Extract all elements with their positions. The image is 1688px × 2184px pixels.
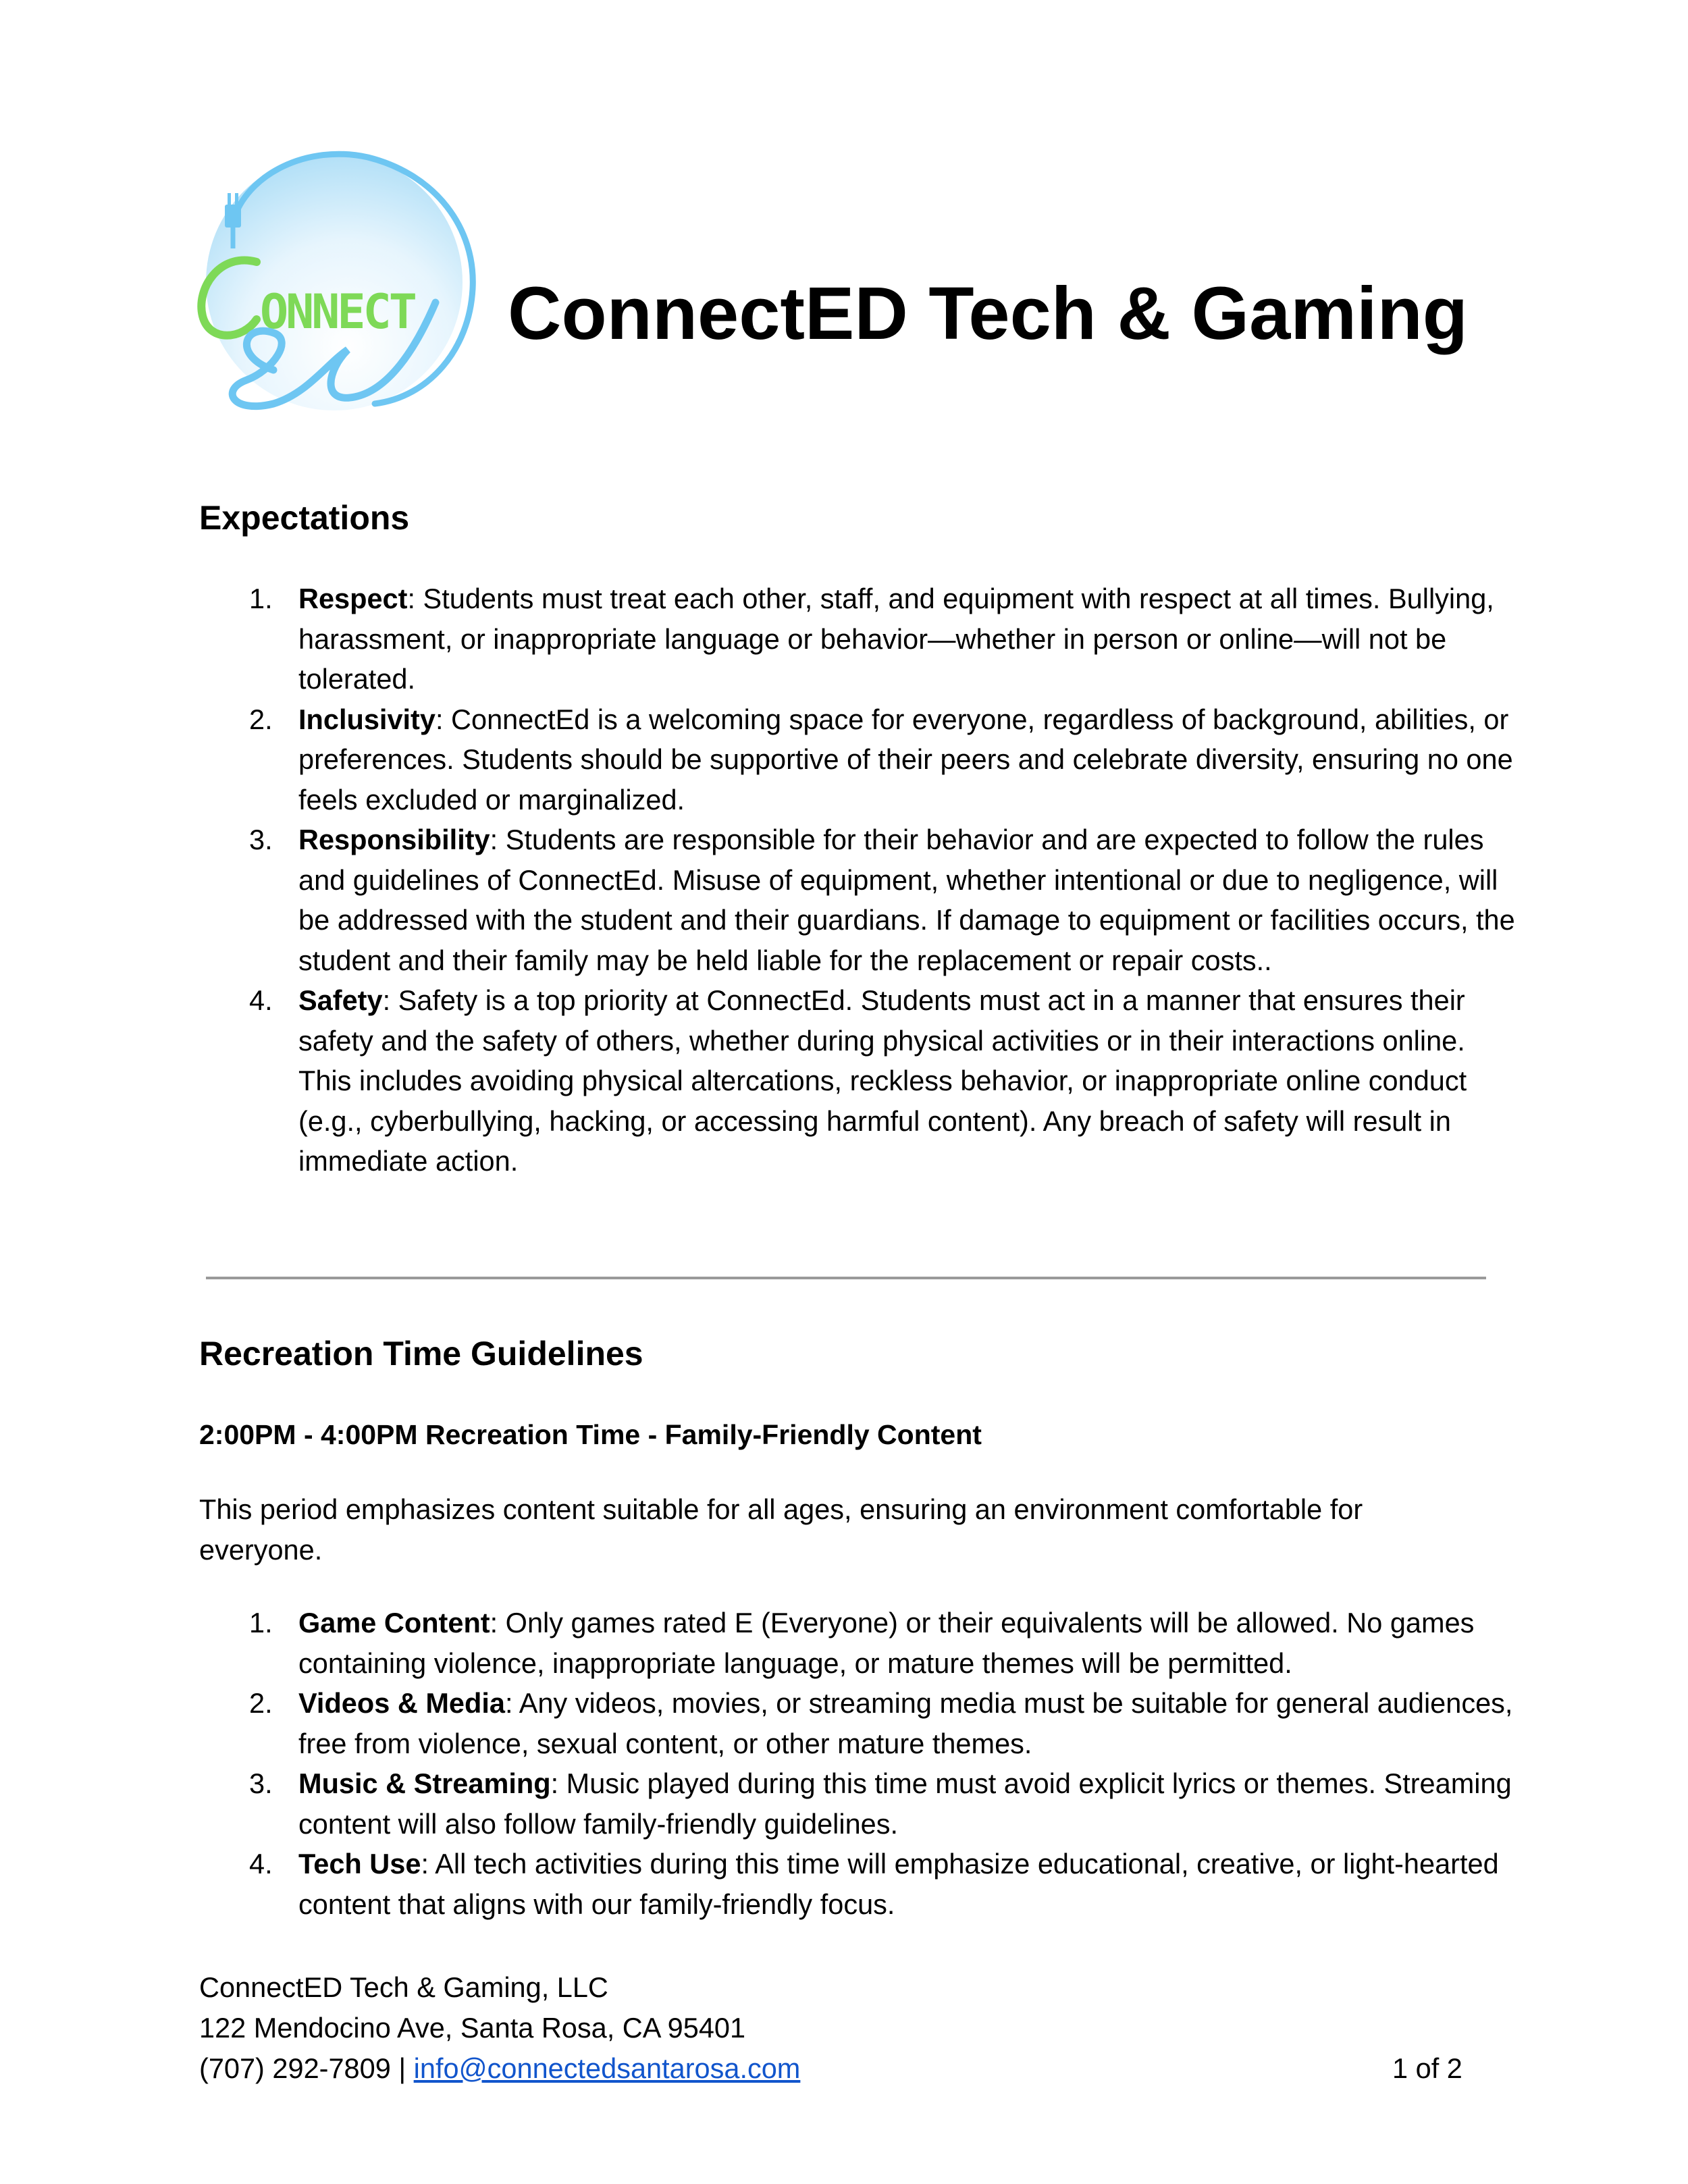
list-number: 1. bbox=[249, 1607, 273, 1639]
list-item bbox=[199, 699, 1516, 820]
recreation-intro: This period emphasizes content suitable for all ages, ensuring an environment comfortable for everyone. bbox=[199, 1493, 1363, 1566]
list-item bbox=[199, 579, 1516, 699]
footer-email-link[interactable]: info@connectedsantarosa.com bbox=[413, 2052, 801, 2084]
list-item bbox=[199, 1603, 1516, 1683]
list-number: 3. bbox=[249, 824, 273, 855]
list-number: 1. bbox=[249, 583, 273, 614]
svg-text:ONNECT: ONNECT bbox=[260, 284, 415, 340]
list-term: Videos & Media bbox=[298, 1687, 505, 1719]
list-number: 4. bbox=[249, 1848, 273, 1880]
footer-address: 122 Mendocino Ave, Santa Rosa, CA 95401 bbox=[199, 2012, 746, 2044]
list-term: Music & Streaming bbox=[298, 1767, 551, 1799]
expectations-list bbox=[199, 579, 1516, 1181]
list-term: Tech Use bbox=[298, 1848, 421, 1880]
footer-contact bbox=[199, 2048, 1482, 2089]
footer-separator: | bbox=[390, 2052, 414, 2084]
list-number: 4. bbox=[249, 984, 273, 1016]
list-text: : Students are responsible for their behavior and are expected to follow the rules and guidelines of ConnectEd. Misuse of equipment, whether intentional or due to negligence, will be addressed with the student and their guardians. If damage to equipment or facilities occurs, the student and their family may be held liable for the replacement or repair costs.. bbox=[298, 824, 1515, 976]
list-term: Responsibility bbox=[298, 824, 490, 855]
page-number: 1 of 2 bbox=[1392, 2052, 1462, 2084]
horizontal-divider bbox=[206, 1277, 1486, 1279]
list-text: : All tech activities during this time will emphasize educational, creative, or light-hearted content that aligns with our family-friendly focus. bbox=[298, 1848, 1499, 1920]
list-number: 2. bbox=[249, 703, 273, 735]
document-header bbox=[192, 147, 1509, 417]
list-item bbox=[199, 1683, 1516, 1763]
list-number: 3. bbox=[249, 1767, 273, 1799]
list-text: : Students must treat each other, staff, and equipment with respect at all times. Bullying, harassment, or inappropriate language or behavior—whether in person or online—will not be tolerated. bbox=[298, 583, 1494, 695]
expectations-heading: Expectations bbox=[199, 499, 410, 537]
list-text: : Only games rated E (Everyone) or their equivalents will be allowed. No games containing violence, inappropriate language, or mature themes will be permitted. bbox=[298, 1607, 1475, 1679]
footer-phone: (707) 292-7809 bbox=[199, 2052, 391, 2084]
list-term: Inclusivity bbox=[298, 703, 436, 735]
list-item bbox=[199, 980, 1516, 1181]
list-item bbox=[199, 820, 1516, 980]
connected-logo bbox=[192, 147, 483, 417]
list-term: Game Content bbox=[298, 1607, 490, 1639]
list-text: : Music played during this time must avoid explicit lyrics or themes. Streaming content will also follow family-friendly guidelines. bbox=[298, 1767, 1512, 1840]
list-term: Respect bbox=[298, 583, 408, 614]
footer-company: ConnectED Tech & Gaming, LLC bbox=[199, 1971, 608, 2003]
recreation-heading: Recreation Time Guidelines bbox=[199, 1335, 643, 1373]
list-term: Safety bbox=[298, 984, 383, 1016]
list-text: : Safety is a top priority at ConnectEd. Students must act in a manner that ensures their safety and the safety of others, whether during physical activities or in their interactions online. This includes avoiding physical altercations, reckless behavior, or inappropriate online conduct (e.g., cyberbullying, hacking, or accessing harmful content). Any breach of safety will result in immediate action. bbox=[298, 984, 1467, 1177]
list-item bbox=[199, 1763, 1516, 1844]
page-footer bbox=[199, 1967, 1482, 2089]
list-text: : Any videos, movies, or streaming media must be suitable for general audiences, free from violence, sexual content, or other mature themes. bbox=[298, 1687, 1513, 1759]
recreation-subheading: 2:00PM - 4:00PM Recreation Time - Family-Friendly Content bbox=[199, 1419, 982, 1450]
recreation-list bbox=[199, 1603, 1516, 1924]
list-item bbox=[199, 1844, 1516, 1924]
document-title: ConnectED Tech & Gaming bbox=[508, 272, 1468, 355]
list-number: 2. bbox=[249, 1687, 273, 1719]
list-text: : ConnectEd is a welcoming space for everyone, regardless of background, abilities, or preferences. Students should be supportive of their peers and celebrate diversity, ensuring no one feels excluded or marginalized. bbox=[298, 703, 1513, 816]
